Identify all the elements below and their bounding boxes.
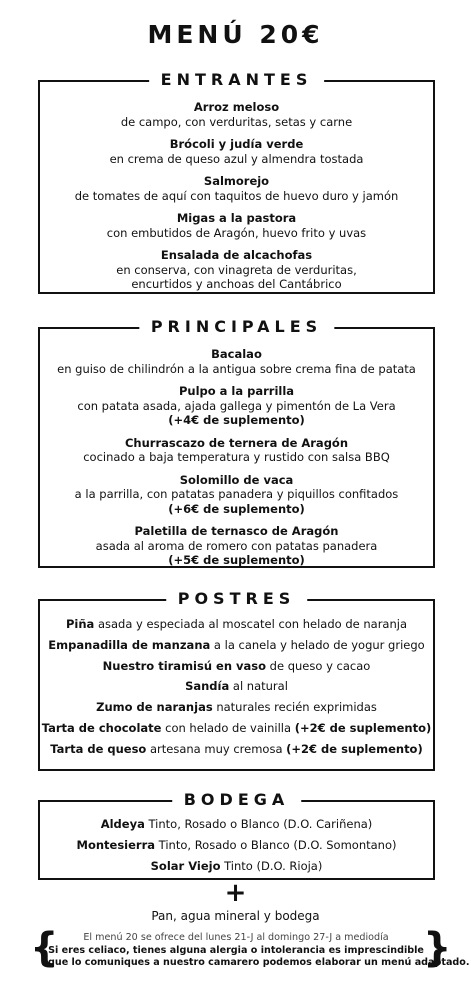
wine-item <box>40 817 433 832</box>
item-name: Zumo de naranjas <box>96 700 213 715</box>
bodega-list <box>40 817 433 879</box>
postres-list <box>40 617 433 763</box>
dessert-item <box>40 617 433 632</box>
dessert-item <box>40 659 433 674</box>
allergy-note-continued: que lo comuniques a nuestro camarero podemos elaborar un menú adaptado. <box>48 957 470 968</box>
dish-name: Brócoli y judía verde <box>169 137 304 151</box>
menu-item <box>40 524 433 568</box>
item-description: a la canela y helado de yogur griego <box>210 637 425 652</box>
dish-name: Pulpo a la parrilla <box>178 384 295 398</box>
section-title: POSTRES <box>166 588 308 610</box>
dish-name: Churrascazo de ternera de Aragón <box>124 435 349 450</box>
item-description: asada y especiada al moscatel con helado de naranja <box>94 617 408 631</box>
menu-item <box>40 248 433 292</box>
dish-description: en crema de queso azul y almendra tostada <box>109 151 364 166</box>
item-name: Nuestro tiramisú en vaso <box>102 658 267 673</box>
dish-name: Solomillo de vaca <box>179 472 294 487</box>
item-name: Montesierra <box>76 837 156 852</box>
menu-item <box>40 473 433 517</box>
dish-supplement: (+6€ de suplemento) <box>168 501 305 516</box>
item-name: Empanadilla de manzana <box>48 637 211 652</box>
dish-description: de campo, con verduritas, setas y carne <box>120 114 353 129</box>
section-principales <box>38 317 435 568</box>
menu-item <box>40 436 433 465</box>
item-description: Tinto, Rosado o Blanco (D.O. Somontano) <box>155 837 397 852</box>
item-description: Tinto, Rosado o Blanco (D.O. Cariñena) <box>144 817 373 831</box>
dish-description: de tomates de aquí con taquitos de huevo duro y jamón <box>74 188 399 203</box>
dish-name: Bacalao <box>211 347 262 361</box>
section-bodega <box>38 790 435 880</box>
item-description: de queso y cacao <box>266 658 371 673</box>
item-name: Sandía <box>185 679 230 694</box>
principales-list <box>40 347 433 576</box>
plus-sign: + <box>224 878 247 908</box>
item-description: naturales recién exprimidas <box>212 700 377 715</box>
section-title: PRINCIPALES <box>139 316 334 338</box>
dish-name: Paletilla de ternasco de Aragón <box>134 524 339 538</box>
dish-description: cocinado a baja temperatura y rustido con salsa BBQ <box>83 450 390 464</box>
wine-item <box>40 838 433 853</box>
section-entrantes <box>38 70 435 294</box>
menu-item <box>40 137 433 166</box>
item-description: con helado de vainilla <box>161 720 295 735</box>
dish-name: Salmorejo <box>203 174 270 188</box>
section-title: ENTRANTES <box>149 69 325 91</box>
section-title: BODEGA <box>172 789 302 811</box>
item-name: Tarta de queso <box>50 741 147 756</box>
dessert-item <box>40 742 433 757</box>
dish-description: en conserva, con vinagreta de verduritas, <box>116 262 357 277</box>
dish-description: encurtidos y anchoas del Cantábrico <box>131 277 342 291</box>
item-name: Piña <box>65 617 95 631</box>
item-description: Tinto (D.O. Rioja) <box>220 858 323 873</box>
left-brace: { <box>30 925 59 971</box>
section-postres <box>38 589 435 771</box>
dish-name: Ensalada de alcachofas <box>160 248 313 262</box>
item-name: Solar Viejo <box>150 858 221 873</box>
dessert-item <box>40 638 433 653</box>
menu-title: MENÚ 20€ <box>147 20 324 49</box>
dish-description: asada al aroma de romero con patatas panadera <box>95 538 378 553</box>
item-supplement: (+2€ de suplemento) <box>294 720 432 735</box>
right-brace: } <box>423 925 452 971</box>
item-supplement: (+2€ de suplemento) <box>286 741 423 756</box>
item-name: Aldeya <box>100 817 145 831</box>
wine-item <box>40 859 433 874</box>
footer-note <box>48 932 470 970</box>
dessert-item <box>40 679 433 694</box>
dish-supplement: (+4€ de suplemento) <box>168 413 305 427</box>
offer-dates: El menú 20 se ofrece del lunes 21-J al domingo 27-J a mediodía <box>83 932 389 943</box>
menu-item <box>40 211 433 240</box>
included-text: Pan, agua mineral y bodega <box>151 909 320 923</box>
dish-description: con patata asada, ajada gallega y pimentón de La Vera <box>77 398 396 413</box>
dish-description: con embutidos de Aragón, huevo frito y uvas <box>106 225 367 240</box>
menu-item <box>40 347 433 376</box>
menu-item <box>40 100 433 129</box>
dish-description: a la parrilla, con patatas panadera y piquillos confitados <box>74 487 399 501</box>
dessert-item <box>40 721 433 736</box>
menu-item <box>40 174 433 203</box>
dish-name: Arroz meloso <box>193 100 280 114</box>
allergy-note: Si eres celiaco, tienes alguna alergia o intolerancia es imprescindible <box>48 944 424 956</box>
item-name: Tarta de chocolate <box>41 720 162 735</box>
menu-item <box>40 384 433 428</box>
dish-description: en guiso de chilindrón a la antigua sobre crema fina de patata <box>57 361 416 376</box>
dish-supplement: (+5€ de suplemento) <box>168 553 305 567</box>
dish-name: Migas a la pastora <box>176 211 297 225</box>
item-description: artesana muy cremosa <box>146 741 287 756</box>
entrantes-list <box>40 100 433 300</box>
item-description: al natural <box>229 679 288 694</box>
dessert-item <box>40 700 433 715</box>
